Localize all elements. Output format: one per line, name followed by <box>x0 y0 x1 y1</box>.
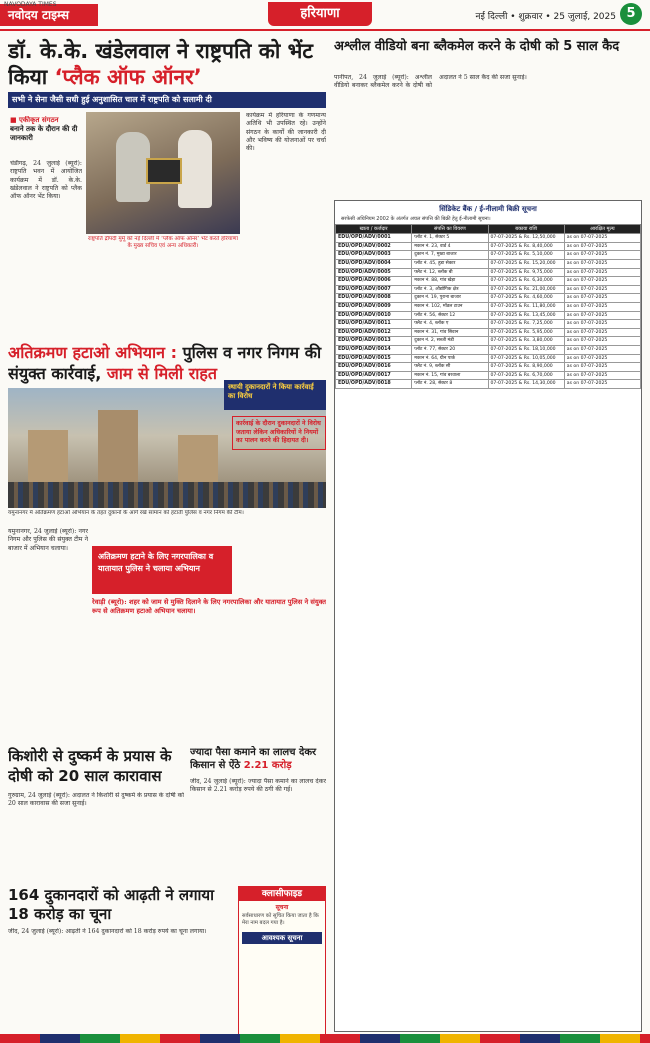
table-row <box>336 371 641 380</box>
table-cell: as on 07-07-2025 <box>564 380 640 389</box>
table-cell: EDU/OPD/ADV/0016 <box>336 363 412 372</box>
table-row <box>336 303 641 312</box>
table-row <box>336 242 641 251</box>
main-kicker: ■ एकीकृत संगठन बनाने तक के दौरान की दी जानकारी <box>10 116 78 142</box>
table-cell: प्लॉट नं. 77, सेक्टर 20 <box>412 346 488 355</box>
footer-color-strip <box>0 1034 650 1043</box>
notice-intro: सरफेसी अधिनियम 2002 के अंतर्गत अचल संपत्ति की बिक्री हेतु ई-नीलामी सूचना। <box>341 216 491 222</box>
section-title: हरियाणा <box>268 2 372 26</box>
encroach-photo-caption: यमुनानगर में अतिक्रमण हटाओ अभियान के तहत दुकानों के आगे रखे सामान को हटाती पुलिस व नगर निगम की टीम। <box>8 510 244 516</box>
main-photo-caption: राष्ट्रपति द्रौपदी मुर्मू को नई दिल्ली में ‘प्लैक ऑफ ऑनर’ भेंट करते हरियाणा के मुख्य सचिव एवं अन्य अधिकारी। <box>87 236 239 249</box>
right-body: पानीपत, 24 जुलाई (ब्यूरो): अश्लील वीडियो बनाकर ब्लैकमेल करने के दोषी को अदालत ने 5 साल कैद की सजा सुनाई। <box>334 74 527 90</box>
table-cell: as on 07-07-2025 <box>564 285 640 294</box>
fraud-headline: ज्यादा पैसा कमाने का लालच देकर किसान से ऐंठे 2.21 करोड़ <box>190 747 317 771</box>
table-cell: 07-07-2025 & Rs. 6,70,000 <box>488 371 564 380</box>
classified-title: क्लासीफाइड <box>239 887 325 901</box>
encroach-red-box: अतिक्रमण हटाने के लिए नगरपालिका व यातायात पुलिस ने चलाया अभियान <box>92 546 232 594</box>
table-cell: 07-07-2025 & Rs. 13,45,000 <box>488 311 564 320</box>
table-cell: प्लॉट नं. 28, सेक्टर 8 <box>412 380 488 389</box>
table-cell: मकान नं. 64, ग्रीन पार्क <box>412 354 488 363</box>
table-row <box>336 320 641 329</box>
table-cell: दुकान नं. 7, मुख्य बाजार <box>412 251 488 260</box>
table-cell: प्लॉट नं. 56, सेक्टर 12 <box>412 311 488 320</box>
table-row <box>336 337 641 346</box>
encroach-side-highlight: कार्रवाई के दौरान दुकानदारों ने विरोध जताया लेकिन अधिकारियों ने नियमों का पालन करने की हिदायत दी। <box>232 416 326 450</box>
table-row <box>336 234 641 243</box>
table-cell: as on 07-07-2025 <box>564 234 640 243</box>
table-cell: फ्लैट नं. 9, ब्लॉक सी <box>412 363 488 372</box>
main-photo <box>86 112 240 234</box>
table-cell: EDU/OPD/ADV/0011 <box>336 320 412 329</box>
main-body-left: चंडीगढ़, 24 जुलाई (ब्यूरो): राष्ट्रपति भवन में आयोजित कार्यक्रम में डॉ. के.के. खंडेलवाल ने राष्ट्रपति को प्लैक ऑफ ऑनर भेंट किया। <box>10 160 82 201</box>
table-cell: मकान नं. 88, गांव खेड़ा <box>412 277 488 286</box>
table-cell: EDU/OPD/ADV/0018 <box>336 380 412 389</box>
table-cell: EDU/OPD/ADV/0013 <box>336 337 412 346</box>
table-cell: 07-07-2025 & Rs. 4,60,000 <box>488 294 564 303</box>
table-cell: as on 07-07-2025 <box>564 363 640 372</box>
table-cell: 07-07-2025 & Rs. 15,20,000 <box>488 260 564 269</box>
table-cell: as on 07-07-2025 <box>564 354 640 363</box>
table-cell: as on 07-07-2025 <box>564 328 640 337</box>
table-cell: EDU/OPD/ADV/0003 <box>336 251 412 260</box>
table-cell: 07-07-2025 & Rs. 11,80,000 <box>488 303 564 312</box>
table-cell: फ्लैट नं. 4, ब्लॉक ए <box>412 320 488 329</box>
table-cell: as on 07-07-2025 <box>564 311 640 320</box>
traders-headline: 164 दुकानदारों को आढ़ती ने लगाया 18 करोड़ का चूना <box>8 886 215 923</box>
table-cell: as on 07-07-2025 <box>564 260 640 269</box>
table-cell: 07-07-2025 & Rs. 10,05,000 <box>488 354 564 363</box>
dateline: नई दिल्ली • शुक्रवार • 25 जुलाई, 2025 <box>475 12 616 22</box>
table-cell: as on 07-07-2025 <box>564 251 640 260</box>
table-cell: 07-07-2025 & Rs. 7,25,000 <box>488 320 564 329</box>
table-cell: EDU/OPD/ADV/0014 <box>336 346 412 355</box>
table-cell: as on 07-07-2025 <box>564 277 640 286</box>
notice-table <box>335 224 641 389</box>
table-row <box>336 268 641 277</box>
table-cell: as on 07-07-2025 <box>564 303 640 312</box>
plaque-image <box>146 158 182 184</box>
right-headline: अश्लील वीडियो बना ब्लैकमेल करने के दोषी को 5 साल कैद <box>334 39 620 54</box>
table-cell: 07-07-2025 & Rs. 5,95,000 <box>488 328 564 337</box>
table-cell: as on 07-07-2025 <box>564 242 640 251</box>
main-body-right: कार्यक्रम में हरियाणा के गणमान्य अतिथि भी उपस्थित रहे। उन्होंने संगठन के कार्यों की जानकारी दी और भविष्य की योजनाओं पर चर्चा की। <box>246 112 326 153</box>
legal-notice <box>334 200 642 1032</box>
court-body: गुरुग्राम, 24 जुलाई (ब्यूरो): अदालत ने किशोरी से दुष्कर्म के प्रयास के दोषी को 20 साल कारावास की सजा सुनाई। <box>8 792 184 808</box>
table-cell: EDU/OPD/ADV/0001 <box>336 234 412 243</box>
table-cell: EDU/OPD/ADV/0004 <box>336 260 412 269</box>
fraud-body: जींद, 24 जुलाई (ब्यूरो): ज्यादा पैसा कमाने का लालच देकर किसान से 2.21 करोड़ रुपये की ठगी की गई। <box>190 778 326 794</box>
table-cell: EDU/OPD/ADV/0006 <box>336 277 412 286</box>
table-cell: प्लॉट नं. 45, हुडा सेक्टर <box>412 260 488 269</box>
court-headline: किशोरी से दुष्कर्म के प्रयास के दोषी को 20 साल कारावास <box>8 747 172 785</box>
classified-subtitle: सूचना <box>275 904 289 911</box>
table-cell: as on 07-07-2025 <box>564 346 640 355</box>
table-cell: 07-07-2025 & Rs. 12,50,000 <box>488 234 564 243</box>
table-row <box>336 277 641 286</box>
table-cell: EDU/OPD/ADV/0010 <box>336 311 412 320</box>
table-cell: EDU/OPD/ADV/0017 <box>336 371 412 380</box>
notice-column-header: आरक्षित मूल्य <box>564 225 640 234</box>
notice-column-header: खाता / कर्जदार <box>336 225 412 234</box>
table-cell: मकान नं. 102, मॉडल टाउन <box>412 303 488 312</box>
table-cell: EDU/OPD/ADV/0005 <box>336 268 412 277</box>
notice-title: सिंडिकेट बैंक / ई-नीलामी बिक्री सूचना <box>439 205 537 213</box>
table-row <box>336 251 641 260</box>
classified-box <box>238 886 326 1036</box>
table-cell: प्लॉट नं. 1, सेक्टर 5 <box>412 234 488 243</box>
table-cell: EDU/OPD/ADV/0009 <box>336 303 412 312</box>
table-row <box>336 328 641 337</box>
notice-body <box>336 234 641 389</box>
notice-column-header: बकाया राशि <box>488 225 564 234</box>
encroach-headline: अतिक्रमण हटाओ अभियान : पुलिस व नगर निगम की संयुक्त कार्रवाई, जाम से मिली राहत <box>8 343 322 383</box>
masthead: NAVODAYA TIMES नवोदय टाइम्स <box>0 4 98 26</box>
table-cell: as on 07-07-2025 <box>564 268 640 277</box>
table-cell: as on 07-07-2025 <box>564 320 640 329</box>
table-cell: फ्लैट नं. 12, ब्लॉक बी <box>412 268 488 277</box>
table-cell: EDU/OPD/ADV/0007 <box>336 285 412 294</box>
table-cell: as on 07-07-2025 <box>564 337 640 346</box>
main-headline: डॉ. के.के. खंडेलवाल ने राष्ट्रपति को भेंट किया ‘प्लैक ऑफ ऑनर’ <box>8 39 313 89</box>
table-cell: मकान नं. 31, गांव सिवान <box>412 328 488 337</box>
table-row <box>336 354 641 363</box>
table-cell: 07-07-2025 & Rs. 18,10,000 <box>488 346 564 355</box>
table-cell: EDU/OPD/ADV/0008 <box>336 294 412 303</box>
table-cell: EDU/OPD/ADV/0015 <box>336 354 412 363</box>
table-cell: दुकान नं. 19, पुराना बाजार <box>412 294 488 303</box>
table-cell: as on 07-07-2025 <box>564 294 640 303</box>
notice-column-header: संपत्ति का विवरण <box>412 225 488 234</box>
table-cell: as on 07-07-2025 <box>564 371 640 380</box>
table-row <box>336 260 641 269</box>
table-row <box>336 380 641 389</box>
encroach-tag: स्थायी दुकानदारों ने किया कार्रवाई का विरोध <box>224 380 326 410</box>
page-header <box>0 0 650 30</box>
table-cell: 07-07-2025 & Rs. 6,30,000 <box>488 277 564 286</box>
headline-quote: ‘प्लैक ऑफ ऑनर’ <box>54 65 202 89</box>
table-cell: 07-07-2025 & Rs. 5,10,000 <box>488 251 564 260</box>
table-cell: प्लॉट नं. 3, औद्योगिक क्षेत्र <box>412 285 488 294</box>
traders-body: जींद, 24 जुलाई (ब्यूरो): आढ़ती ने 164 दुकानदारों को 18 करोड़ रुपये का चूना लगाया। <box>8 928 207 935</box>
table-cell: 07-07-2025 & Rs. 3,80,000 <box>488 337 564 346</box>
table-cell: 07-07-2025 & Rs. 9,75,000 <box>488 268 564 277</box>
table-row <box>336 346 641 355</box>
encroach-body: यमुनानगर, 24 जुलाई (ब्यूरो): नगर निगम और पुलिस की संयुक्त टीम ने बाजार में अभियान चलाया। <box>8 528 88 552</box>
classified-notice-label: आवश्यक सूचना <box>242 932 322 944</box>
table-row <box>336 285 641 294</box>
encroach-highlight-para: रेवाड़ी (ब्यूरो): शहर को जाम से मुक्ति दिलाने के लिए नगरपालिका और यातायात पुलिस ने संयुक्त रूप से अतिक्रमण हटाओ अभियान चलाया। <box>92 598 326 615</box>
table-cell: मकान नं. 15, गांव बरवाला <box>412 371 488 380</box>
classified-text: सर्वसाधारण को सूचित किया जाता है कि मेरा नाम बदल गया है। <box>242 913 319 926</box>
table-row <box>336 294 641 303</box>
table-cell: EDU/OPD/ADV/0002 <box>336 242 412 251</box>
table-cell: दुकान नं. 2, सब्जी मंडी <box>412 337 488 346</box>
page-number: 5 <box>620 3 642 25</box>
table-cell: 07-07-2025 & Rs. 21,00,000 <box>488 285 564 294</box>
table-cell: मकान नं. 23, वार्ड 4 <box>412 242 488 251</box>
masthead-small: NAVODAYA TIMES <box>4 1 57 8</box>
table-cell: 07-07-2025 & Rs. 8,40,000 <box>488 242 564 251</box>
table-cell: EDU/OPD/ADV/0012 <box>336 328 412 337</box>
main-subheadline: सभी ने सेना जैसी सधी हुई अनुशासित चाल में राष्ट्रपति को सलामी दी <box>8 92 326 108</box>
notice-header-row <box>336 225 641 234</box>
table-row <box>336 311 641 320</box>
table-cell: 07-07-2025 & Rs. 14,30,000 <box>488 380 564 389</box>
table-row <box>336 363 641 372</box>
header-rule <box>0 29 650 31</box>
table-cell: 07-07-2025 & Rs. 8,90,000 <box>488 363 564 372</box>
